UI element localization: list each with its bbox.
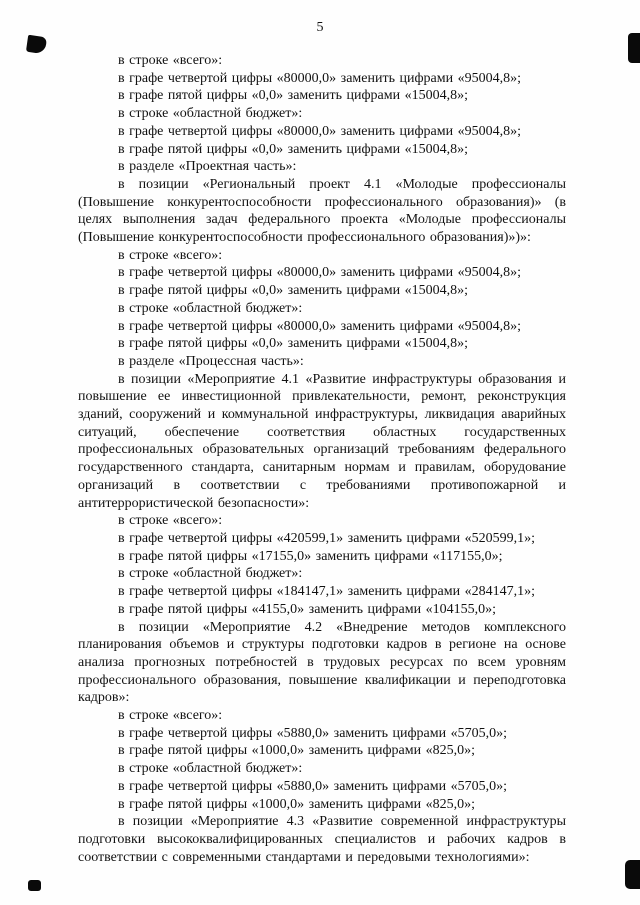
paragraph: в позиции «Мероприятие 4.2 «Внедрение методов комплексного планирования объемов и структуры подготовки кадров в регионе на основе анализа прогнозных потребностей в трудовых ресурсах по всем уровням профессионального образования, повышение квалификации и переподготовка кадров»: bbox=[78, 619, 566, 706]
scan-artifact-bottom-right bbox=[625, 860, 640, 889]
paragraph: в графе пятой цифры «0,0» заменить цифрами «15004,8»; bbox=[118, 336, 468, 352]
paragraph: в графе четвертой цифры «5880,0» заменить цифрами «5705,0»; bbox=[118, 725, 507, 741]
paragraph: в строке «областной бюджет»: bbox=[118, 566, 303, 582]
paragraph: в графе четвертой цифры «80000,0» заменить цифрами «95004,8»; bbox=[118, 318, 521, 334]
scan-artifact-top-left bbox=[26, 35, 47, 54]
paragraph: в графе четвертой цифры «184147,1» заменить цифрами «284147,1»; bbox=[118, 584, 535, 600]
document-body bbox=[78, 52, 566, 866]
paragraph: в графе пятой цифры «0,0» заменить цифрами «15004,8»; bbox=[118, 88, 468, 104]
paragraph: в строке «областной бюджет»: bbox=[118, 106, 303, 122]
paragraph: в строке «всего»: bbox=[118, 708, 223, 724]
paragraph: в разделе «Проектная часть»: bbox=[118, 159, 297, 175]
paragraph: в графе пятой цифры «0,0» заменить цифрами «15004,8»; bbox=[118, 283, 468, 299]
paragraph: в графе пятой цифры «1000,0» заменить цифрами «825,0»; bbox=[118, 796, 475, 812]
page-number: 5 bbox=[316, 20, 324, 35]
paragraph: в строке «всего»: bbox=[118, 53, 223, 68]
paragraph: в графе четвертой цифры «80000,0» заменить цифрами «95004,8»; bbox=[118, 123, 521, 139]
paragraph: в разделе «Процессная часть»: bbox=[118, 353, 304, 369]
paragraph: в строке «областной бюджет»: bbox=[118, 300, 303, 316]
paragraph: в позиции «Мероприятие 4.3 «Развитие современной инфраструктуры подготовки высококвалифицированных специалистов и рабочих кадров в соответствии с современными стандартами и передовыми технологиями»: bbox=[78, 814, 566, 865]
paragraph: в графе пятой цифры «0,0» заменить цифрами «15004,8»; bbox=[118, 141, 468, 157]
paragraph: в позиции «Региональный проект 4.1 «Молодые профессионалы (Повышение конкурентоспособности профессионального образования)» (в целях выполнения задач федерального проекта «Молодые профессионалы (Повышение конкурентоспособности профессионального образования)»)»: bbox=[78, 176, 566, 246]
paragraph: в строке «областной бюджет»: bbox=[118, 761, 303, 777]
paragraph: в графе четвертой цифры «80000,0» заменить цифрами «95004,8»; bbox=[118, 265, 521, 281]
scan-artifact-bottom-left bbox=[28, 880, 41, 891]
paragraph: в графе пятой цифры «4155,0» заменить цифрами «104155,0»; bbox=[118, 601, 496, 617]
paragraph: в позиции «Мероприятие 4.1 «Развитие инфраструктуры образования и повышение ее инвестиционной привлекательности, ремонт, реконструкция зданий, сооружений и коммунальной инфраструктуры, ликвидация аварийных ситуаций, обеспечение соответствия областных государственных профессиональных образовательных организаций требованиям федерального государственного стандарта, санитарным нормам и правилам, оборудование организаций в соответствии с требованиями противопожарной и антитеррористической безопасности»: bbox=[78, 371, 566, 511]
paragraph: в строке «всего»: bbox=[118, 247, 223, 263]
paragraph: в графе четвертой цифры «420599,1» заменить цифрами «520599,1»; bbox=[118, 530, 535, 546]
paragraph: в графе четвертой цифры «5880,0» заменить цифрами «5705,0»; bbox=[118, 778, 507, 794]
paragraph: в графе пятой цифры «17155,0» заменить цифрами «117155,0»; bbox=[118, 548, 503, 564]
paragraph: в строке «всего»: bbox=[118, 513, 223, 529]
paragraph: в графе четвертой цифры «80000,0» заменить цифрами «95004,8»; bbox=[118, 70, 521, 86]
paragraph: в графе пятой цифры «1000,0» заменить цифрами «825,0»; bbox=[118, 743, 475, 759]
scan-artifact-top-right bbox=[628, 33, 640, 63]
